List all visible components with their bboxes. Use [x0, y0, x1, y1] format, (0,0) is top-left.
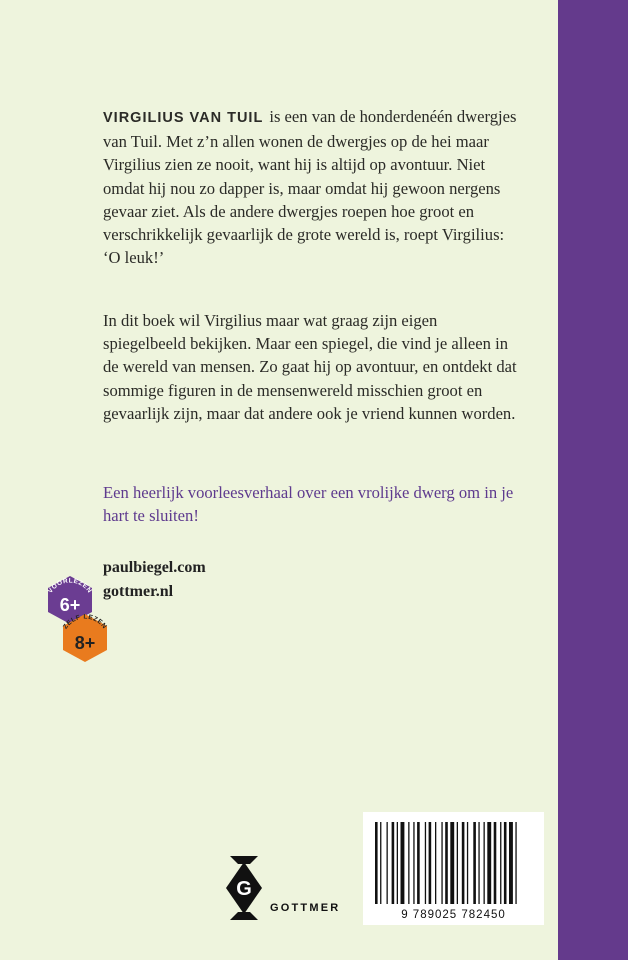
- website-author[interactable]: paulbiegel.com: [103, 559, 206, 576]
- blurb-paragraph-1-text: is een van de honderdenéén dwergjes van Tuil. Met z’n allen wonen de dwergjes op de hei maar Virgilius zien ze nooit, want hij is altijd op avontuur. Niet omdat hij nou zo dapper is, maar omdat hij gewoon nergens gevaar ziet. Als de andere dwergjes roepen hoe groot en verschrikkelijk gevaarlijk de grote wereld is, roept Virgilius: ‘O leuk!’: [103, 107, 517, 268]
- reading-age-badges: [38, 574, 122, 670]
- badge-zelf-lezen-age: 8+: [74, 633, 96, 653]
- gottmer-logo-icon: [224, 856, 264, 920]
- badge-voorlezen-caption: VOORLEZEN: [46, 577, 94, 595]
- isbn-barcode: [363, 812, 544, 925]
- blurb-tagline: Een heerlijk voorleesverhaal over een vrolijke dwerg om in je hart te sluiten!: [103, 483, 514, 526]
- website-publisher[interactable]: gottmer.nl: [103, 583, 174, 600]
- hero-name: VIRGILIUS VAN TUIL: [103, 110, 264, 126]
- badge-zelf-lezen: [62, 614, 108, 662]
- badge-voorlezen-age: 6+: [59, 595, 81, 615]
- badge-zelf-lezen-caption: ZELF LEZEN: [61, 613, 109, 631]
- blurb-paragraph-2: In dit boek wil Virgilius maar wat graag zijn eigen spiegelbeeld bekijken. Maar een spiegel, die vind je alleen in de wereld van mensen. Zo gaat hij op avontuur, en ontdekt dat sommige figuren in de mensenwereld misschien groot en gevaarlijk zijn, maar dat andere ook je vriend kunnen worden.: [103, 311, 517, 423]
- isbn-number: 9 789025 782450: [401, 909, 506, 921]
- publisher-name: GOTTMER: [270, 902, 341, 914]
- logo-letter: G: [236, 878, 252, 900]
- barcode-bars-icon: [363, 812, 544, 908]
- blurb-paragraph-1: [103, 105, 523, 269]
- purple-spine: [558, 0, 628, 960]
